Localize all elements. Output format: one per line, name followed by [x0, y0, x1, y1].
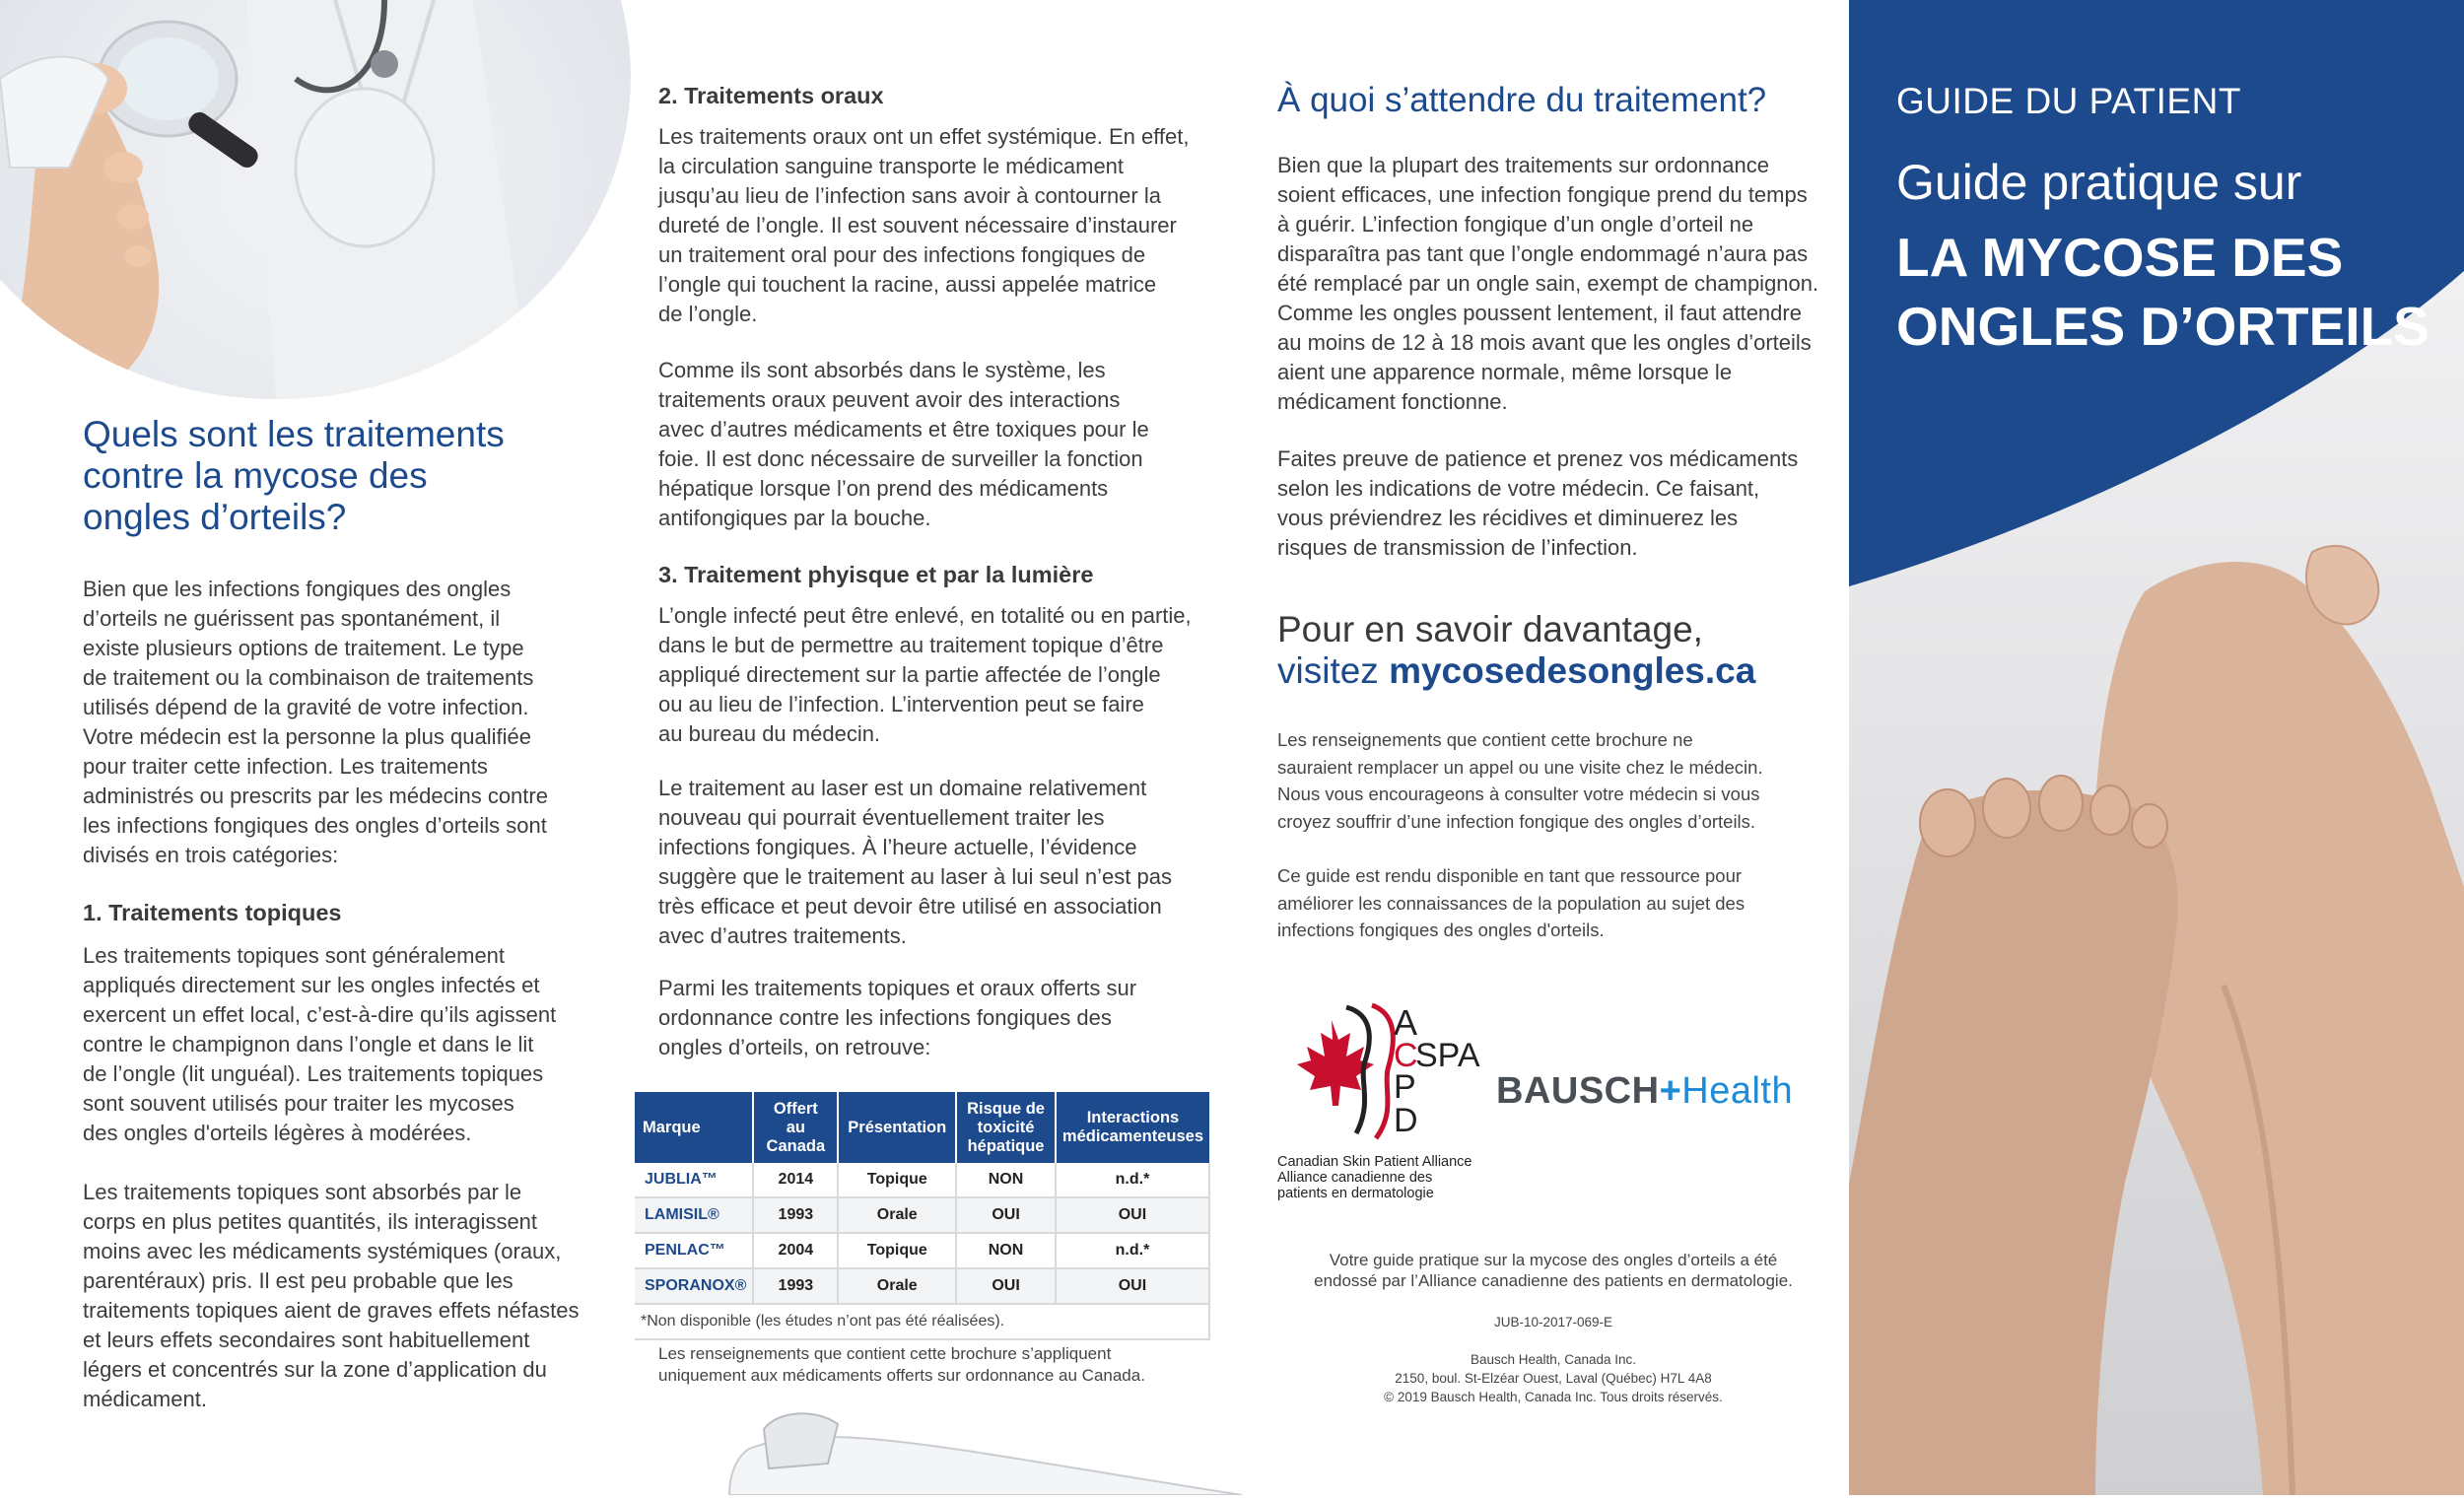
topical-absorption-paragraph — [83, 1178, 635, 1414]
text-line: les infections fongiques des ongles d’orteils sont — [83, 813, 547, 838]
table-row — [635, 1197, 1209, 1233]
table-cell: 2004 — [753, 1233, 838, 1268]
text-line: dureté de l’ongle. Il est souvent nécessaire d’instaurer — [658, 213, 1177, 238]
text-line: foie. Il est donc nécessaire de surveiller la fonction — [658, 446, 1143, 471]
text-line: Votre médecin est la personne la plus qualifiée — [83, 724, 531, 749]
cover-title-line: LA MYCOSE DES — [1896, 227, 2344, 288]
cspa-logo-mark — [1277, 995, 1484, 1143]
table-row — [635, 1233, 1209, 1268]
text-line: endossé par l’Alliance canadienne des patients en dermatologie. — [1314, 1271, 1793, 1290]
text-line: uniquement aux médicaments offerts sur ordonnance au Canada. — [658, 1366, 1145, 1385]
topical-subheading: 1. Traitements topiques — [83, 900, 342, 925]
text-line: 2150, boul. St-Elzéar Ouest, Laval (Québec) H7L 4A8 — [1395, 1371, 1712, 1386]
header-text: médicamenteuses — [1061, 1127, 1203, 1145]
text-line: Bausch Health, Canada Inc. — [1470, 1352, 1637, 1367]
table-cell: Orale — [838, 1268, 956, 1304]
text-line: Les traitements topiques sont absorbés par le — [83, 1180, 522, 1204]
text-line: Ce guide est rendu disponible en tant que ressource pour — [1277, 865, 1743, 886]
text-line: traitements topiques aient de graves effets néfastes — [83, 1298, 580, 1323]
learn-more-block — [1277, 609, 1755, 692]
svg-text:C: C — [1394, 1037, 1418, 1074]
text-line: disparaîtra pas tant que l’ongle endommagé n’aura pas — [1277, 241, 1809, 266]
text-line: suggère que le traitement au laser à lui seul n’est pas — [658, 864, 1172, 889]
expect-paragraph — [1277, 151, 1829, 417]
physical-treatment-subheading: 3. Traitement phyisque et par la lumière — [658, 562, 1094, 587]
bausch-wordmark: BAUSCH — [1496, 1070, 1660, 1112]
cspa-french-name: patients en dermatologie — [1277, 1186, 1434, 1201]
health-wordmark: Health — [1681, 1070, 1794, 1112]
text-line: ordonnance contre les infections fongiques des — [658, 1005, 1112, 1030]
svg-text:A: A — [1394, 1002, 1418, 1043]
treatments-table — [635, 1092, 1210, 1340]
text-line: infections fongiques des ongles d'orteils. — [1277, 920, 1605, 940]
text-line: croyez souffrir d’une infection fongique des ongles d’orteils. — [1277, 810, 1756, 832]
text-line: légers et concentrés sur la zone d’application du — [83, 1357, 547, 1382]
text-line: de l’ongle (lit unguéal). Les traitements topiques — [83, 1061, 544, 1086]
bausch-health-logo — [1496, 1070, 1793, 1113]
header-text: Interactions — [1086, 1109, 1180, 1126]
intro-paragraph — [83, 575, 635, 870]
text-line: sont souvent utilisés pour traiter les mycoses — [83, 1091, 514, 1116]
header-presentation — [838, 1092, 956, 1163]
table-cell: 2014 — [753, 1163, 838, 1197]
treatments-table-wrap — [635, 1092, 1210, 1340]
text-line: la circulation sanguine transporte le médicament — [658, 154, 1125, 178]
text-line: dans le but de permettre au traitement topique d’être — [658, 633, 1164, 657]
header-offered — [753, 1092, 838, 1163]
text-line: ou au lieu de l’infection. L’intervention peut se faire — [658, 692, 1144, 716]
cover-title-bold — [1896, 223, 2430, 361]
text-line: infections fongiques. À l’heure actuelle, l’évidence — [658, 835, 1137, 859]
text-line: médicament. — [83, 1387, 207, 1411]
header-text: Marque — [643, 1118, 701, 1136]
table-cell: 1993 — [753, 1268, 838, 1304]
text-line: des ongles d'orteils légères à modérées. — [83, 1121, 472, 1145]
svg-text:D: D — [1394, 1102, 1418, 1139]
header-interactions — [1056, 1092, 1209, 1163]
disclaimer-paragraph — [1277, 726, 1829, 835]
text-line: Comme les ongles poussent lentement, il faut attendre — [1277, 301, 1802, 325]
text-line: administrés ou prescrits par les médecins contre — [83, 784, 548, 808]
text-line: hépatique lorsque l’on prend des médicaments — [658, 476, 1109, 501]
text-line: contre le champignon dans l’ongle et dans le lit — [83, 1032, 534, 1057]
table-cell-brand: LAMISIL® — [635, 1197, 753, 1233]
oral-paragraph — [658, 122, 1210, 329]
treatments-heading — [83, 414, 615, 538]
text-line: au bureau du médecin. — [658, 721, 881, 746]
cover-title-line: Guide pratique sur — [1896, 155, 2302, 210]
text-line: Les traitements oraux ont un effet systémique. En effet, — [658, 124, 1190, 149]
cover-header — [1849, 0, 2464, 591]
table-cell: 1993 — [753, 1197, 838, 1233]
laser-paragraph — [658, 774, 1210, 951]
oral-subheading: 2. Traitements oraux — [658, 83, 884, 108]
physical-treatment-paragraph — [658, 601, 1210, 749]
text-line: vous préviendrez les récidives et diminuerez les — [1277, 506, 1739, 530]
text-line: Bien que les infections fongiques des ongles — [83, 577, 512, 601]
text-line: été remplacé par un ongle sain, exempt de champignon. — [1277, 271, 1819, 296]
text-line: selon les indications de votre médecin. Ce faisant, — [1277, 476, 1760, 501]
text-line: Les traitements topiques sont généralement — [83, 943, 506, 968]
text-line: soient efficaces, une infection fongique prend du temps — [1277, 182, 1808, 207]
header-text: au Canada — [766, 1118, 826, 1155]
table-footnote: *Non disponible (les études n’ont pas été réalisées). — [635, 1304, 1209, 1339]
table-cell: OUI — [1056, 1197, 1209, 1233]
table-cell: OUI — [956, 1197, 1056, 1233]
text-line: Comme ils sont absorbés dans le système, les — [658, 358, 1106, 382]
text-line: un traitement oral pour des infections fongiques de — [658, 242, 1146, 267]
text-line: très efficace et peut devoir être utilisé en association — [658, 894, 1162, 919]
text-line: appliqué directement sur la partie affectée de l’ongle — [658, 662, 1161, 687]
header-brand — [635, 1092, 753, 1163]
offered-treatments-paragraph — [658, 974, 1210, 1062]
header-text: hépatique — [967, 1136, 1045, 1155]
patience-paragraph — [1277, 444, 1829, 563]
text-line: Nous vous encourageons à consulter votre médecin si vous — [1277, 784, 1760, 804]
header-text: Présentation — [848, 1118, 947, 1136]
website-link[interactable]: mycosedesongles.ca — [1389, 650, 1756, 691]
cspa-logo — [1277, 995, 1484, 1202]
text-line: existe plusieurs options de traitement. Le type — [83, 636, 524, 660]
text-line: à guérir. L’infection fongique d’un ongle d’orteil ne — [1277, 212, 1754, 237]
doctor-examining-foot-photo — [0, 0, 631, 399]
text-line: parentéraux) pris. Il est peu probable que les — [83, 1268, 513, 1293]
table-row — [635, 1163, 1209, 1197]
text-line: divisés en trois catégories: — [83, 843, 339, 867]
table-cell-brand: JUBLIA™ — [635, 1163, 753, 1197]
text-line: sauraient remplacer un appel ou une visite chez le médecin. — [1277, 756, 1763, 778]
text-line: améliorer les connaissances de la population au sujet des — [1277, 892, 1745, 914]
company-address — [1277, 1350, 1829, 1406]
text-line: corps en plus petites quantités, ils interagissent — [83, 1209, 538, 1234]
text-line: moins avec les médicaments systémiques (oraux, — [83, 1239, 562, 1263]
table-row — [635, 1268, 1209, 1304]
text-line: exercent un effet local, c’est-à-dire qu’ils agissent — [83, 1002, 557, 1027]
topical-paragraph — [83, 941, 635, 1148]
table-cell: Topique — [838, 1163, 956, 1197]
text-line: médicament fonctionne. — [1277, 389, 1508, 414]
svg-text:SPA: SPA — [1415, 1037, 1480, 1074]
table-cell: OUI — [956, 1268, 1056, 1304]
text-line: et leurs effets secondaires sont habituellement — [83, 1328, 530, 1352]
text-line: Votre guide pratique sur la mycose des ongles d’orteils a été — [1329, 1251, 1778, 1269]
header-text: toxicité — [977, 1118, 1035, 1136]
resource-paragraph — [1277, 862, 1829, 944]
text-line: de l’ongle. — [658, 302, 758, 326]
text-line: traitements oraux peuvent avoir des interactions — [658, 387, 1121, 412]
plus-icon: + — [1659, 1070, 1682, 1112]
applicator-tube-image — [690, 1380, 1242, 1495]
cspa-french-name: Alliance canadienne des — [1277, 1170, 1433, 1186]
table-cell: OUI — [1056, 1268, 1209, 1304]
table-cell: Topique — [838, 1233, 956, 1268]
text-line: aient une apparence normale, même lorsque le — [1277, 360, 1733, 384]
table-cell: NON — [956, 1163, 1056, 1197]
text-line: Faites preuve de patience et prenez vos médicaments — [1277, 446, 1799, 471]
cover-title-line: ONGLES D’ORTEILS — [1896, 296, 2430, 357]
heading-line: contre la mycose des — [83, 455, 428, 496]
table-header-row — [635, 1092, 1209, 1163]
learn-more-line: Pour en savoir davantage, — [1277, 609, 1703, 649]
text-line: d’orteils ne guérissent pas spontanément, il — [83, 606, 501, 631]
cspa-logo-text — [1277, 1154, 1484, 1201]
text-line: avec d’autres médicaments et être toxiques pour le — [658, 417, 1149, 442]
header-text: Offert — [773, 1099, 818, 1118]
table-cell-brand: PENLAC™ — [635, 1233, 753, 1268]
text-line: au moins de 12 à 18 mois avant que les ongles d’orteils — [1277, 330, 1812, 355]
text-line: Bien que la plupart des traitements sur ordonnance — [1277, 153, 1769, 177]
header-text: Risque de — [967, 1099, 1045, 1118]
cover-kicker: GUIDE DU PATIENT — [1896, 81, 2241, 121]
text-line: utilisés dépend de la gravité de votre infection. — [83, 695, 529, 719]
text-line: pour traiter cette infection. Les traitements — [83, 754, 488, 779]
text-line: jusqu’au lieu de l’infection sans avoir à contourner la — [658, 183, 1161, 208]
text-line: Le traitement au laser est un domaine relativement — [658, 776, 1147, 800]
endorsement-note — [1277, 1250, 1829, 1291]
what-to-expect-heading: À quoi s’attendre du traitement? — [1277, 81, 1767, 119]
learn-more-line — [1277, 650, 1755, 692]
text-line: appliqués directement sur les ongles infectés et — [83, 973, 540, 997]
document-code: JUB-10-2017-069-E — [1493, 1315, 1613, 1330]
svg-text:P: P — [1394, 1068, 1416, 1106]
header-liver-risk — [956, 1092, 1056, 1163]
text-line: © 2019 Bausch Health, Canada Inc. Tous droits réservés. — [1384, 1390, 1723, 1404]
text-line: nouveau qui pourrait éventuellement traiter les — [658, 805, 1105, 830]
text-line: Parmi les traitements topiques et oraux offerts sur — [658, 976, 1137, 1000]
text-line: Les renseignements que contient cette brochure ne — [1277, 729, 1693, 750]
text-line: L’ongle infecté peut être enlevé, en totalité ou en partie, — [658, 603, 1192, 628]
oral-interactions-paragraph — [658, 356, 1210, 533]
cspa-english-name: Canadian Skin Patient Alliance — [1277, 1154, 1472, 1170]
table-cell-brand: SPORANOX® — [635, 1268, 753, 1304]
text-line: antifongiques par la bouche. — [658, 506, 931, 530]
text-line: de traitement ou la combinaison de traitements — [83, 665, 534, 690]
table-cell: n.d.* — [1056, 1163, 1209, 1197]
text-line: avec d’autres traitements. — [658, 923, 907, 948]
table-cell: n.d.* — [1056, 1233, 1209, 1268]
table-cell: Orale — [838, 1197, 956, 1233]
text-line: l’ongle qui touchent la racine, aussi appelée matrice — [658, 272, 1157, 297]
text-line: Les renseignements que contient cette brochure s’appliquent — [658, 1344, 1112, 1363]
table-cell: NON — [956, 1233, 1056, 1268]
heading-line: Quels sont les traitements — [83, 414, 505, 454]
heading-line: ongles d’orteils? — [83, 497, 347, 537]
text-line: ongles d’orteils, on retrouve: — [658, 1035, 931, 1059]
table-footnote-row — [635, 1304, 1209, 1339]
visit-prefix: visitez — [1277, 650, 1390, 691]
text-line: risques de transmission de l’infection. — [1277, 535, 1638, 560]
